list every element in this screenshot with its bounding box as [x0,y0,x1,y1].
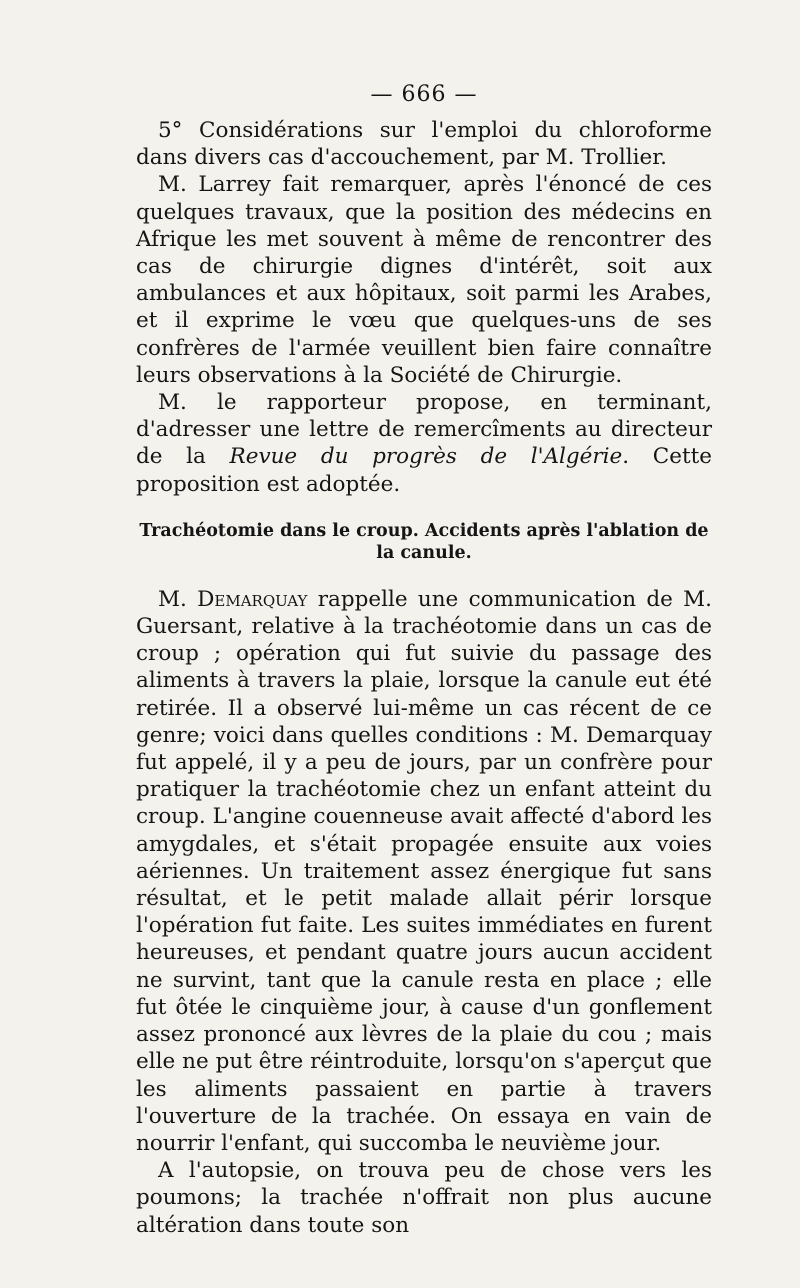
demarquay-prefix: M. [158,586,198,612]
paragraph-larrey: M. Larrey fait remarquer, après l'énoncé de ces quelques travaux, que la position des médecins en Afrique les met souvent à même de rencontrer des cas de chirurgie dignes d'intérêt, soit aux ambulances et aux hôpitaux, soit parmi les Arabes, et il exprime le vœu que quelques-uns de ses confrères de l'armée veuillent bien faire connaître leurs observations à la Société de Chirurgie. [136,172,712,388]
paragraph-rapporteur [136,389,712,498]
demarquay-text: rappelle une communication de M. Guersant, relative à la trachéotomie dans un cas de croup ; opération qui fut suivie du passage des aliments à travers la plaie, lorsque la canule eut été retirée. Il a observé lui-même un cas récent de ce genre; voici dans quelles conditions : M. Demarquay fut appelé, il y a peu de jours, par un confrère pour pratiquer la trachéotomie chez un enfant atteint du croup. L'angine couenneuse avait affecté d'abord les amygdales, et s'était propagée ensuite aux voies aériennes. Un traitement assez énergique fut sans résultat, et le petit malade allait périr lorsque l'opération fut faite. Les suites immédiates en furent heureuses, et pendant quatre jours aucun accident ne survint, tant que la canule resta en place ; elle fut ôtée le cinquième jour, à cause d'un gonflement assez prononcé aux lèvres de la plaie du cou ; mais elle ne put être réintroduite, lorsqu'on s'aperçut que les aliments passaient en partie à travers l'ouverture de la trachée. On essaya en vain de nourrir l'enfant, qui succomba le neuvième jour. [136,586,712,1156]
rapporteur-text-end: . Cette proposition est adoptée. [136,444,712,497]
author-name: Demarquay [197,586,308,612]
paragraph-chloroforme: 5° Considérations sur l'emploi du chloroforme dans divers cas d'accouchement, par M. Trollier. [136,118,712,171]
section-heading: Trachéotomie dans le croup. Accidents après l'ablation de la canule. [139,520,709,563]
rapporteur-text-start: M. le rapporteur propose, en terminant, d'adresser une lettre de remercîments au directeur de la [136,390,712,470]
paragraph-demarquay [136,586,712,1157]
paragraph-autopsie: A l'autopsie, on trouva peu de chose vers les poumons; la trachée n'offrait non plus aucune altération dans toute son [136,1158,712,1238]
revue-title: Revue du progrès de l'Algérie [229,444,623,470]
page-number: — 666 — [370,82,478,107]
